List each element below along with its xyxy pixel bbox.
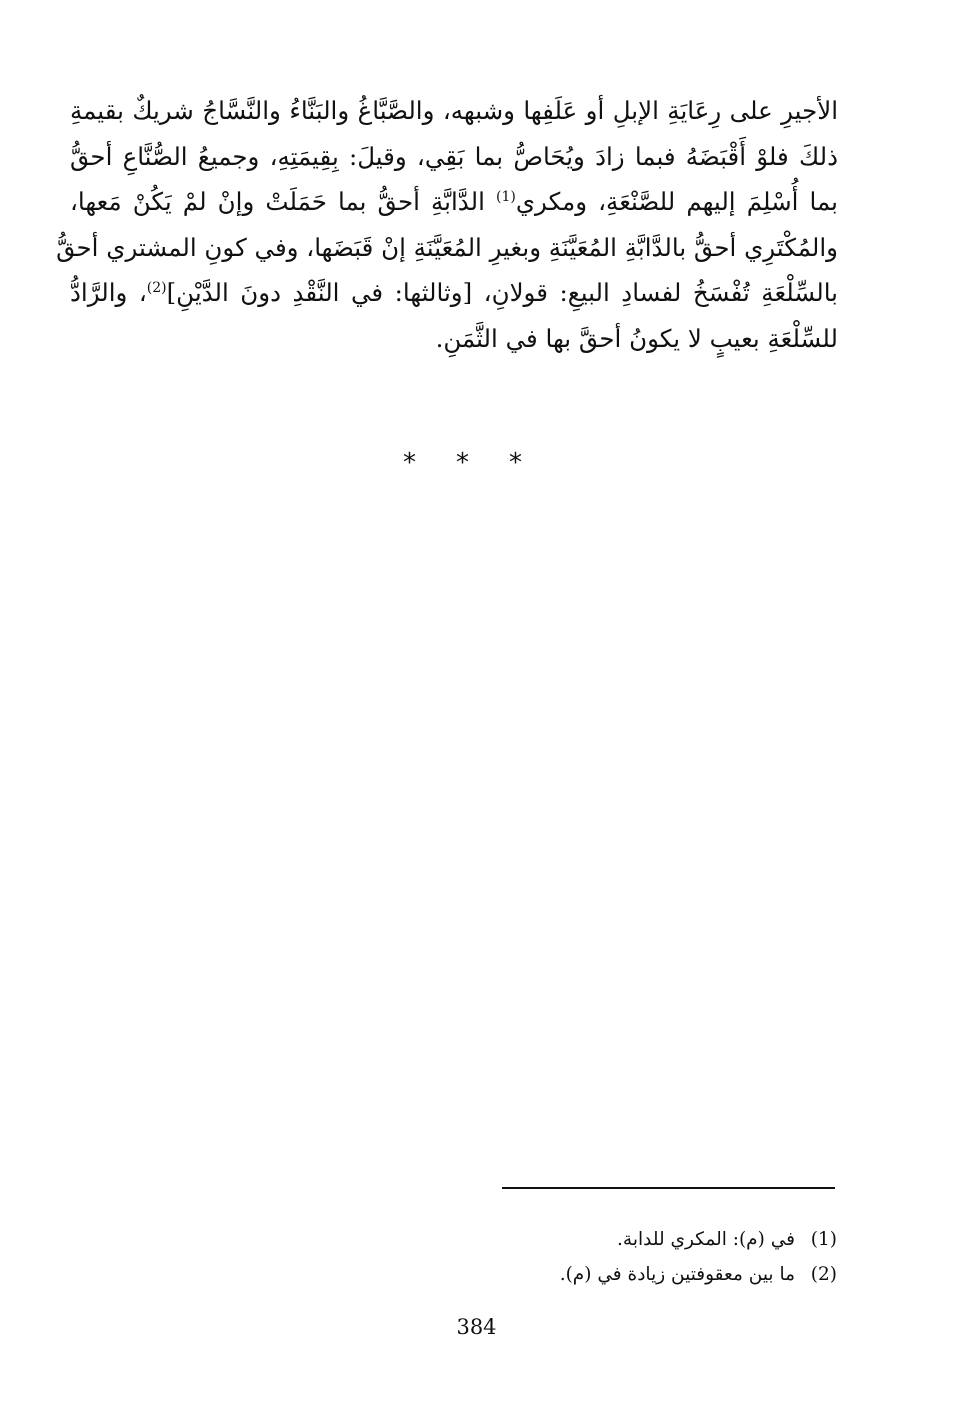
text-line: الأجيرِ على رِعَايَةِ الإبلِ أو عَلَفِها وشبهه، والصَّبَّاغُ والبَنَّاءُ والنَّسَّاجُ شريكٌ بقيمةِ (70, 96, 839, 125)
footnote-divider (502, 1187, 835, 1189)
main-text (56, 88, 839, 361)
footnotes-list (337, 1222, 837, 1292)
text-line (70, 270, 838, 316)
text-line (70, 179, 838, 225)
section-separator (0, 448, 953, 478)
asterisk-icon: * (403, 448, 444, 478)
footnote-ref-2[interactable]: (2) (146, 279, 167, 296)
page-number: 384 (456, 1315, 497, 1339)
footnote-text: ما بين معقوفتين زيادة في (م). (559, 1264, 795, 1285)
text-line: ذلكَ فلوْ أَقْبَضَهُ فبما زادَ ويُحَاصُّ بما بَقِي، وقيلَ: بِقِيمَتِهِ، وجميعُ الصُّنَّاعِ أحقُّ (70, 141, 838, 171)
text-segment: ، والرَّادُّ (70, 278, 147, 307)
text-segment: الدَّابَّةِ أحقُّ بما حَمَلَتْ وإنْ لمْ يَكُنْ مَعها، (70, 187, 497, 216)
text-segment: بالسِّلْعَةِ تُفْسَخُ لفسادِ البيعِ: قولانِ، [وثالثها: في النَّقْدِ دونَ الدَّيْنِ] (166, 278, 838, 307)
footnote-ref-1[interactable]: (1) (496, 188, 516, 205)
asterisk-icon: * (509, 448, 550, 478)
footnote-item (337, 1257, 837, 1292)
asterisk-icon: * (456, 448, 497, 478)
text-line: والمُكْتَرِي أحقُّ بالدَّابَّةِ المُعَيَّنَةِ وبغيرِ المُعَيَّنَةِ إنْ قَبَضَها، وفي كونِ المشتري أحقُّ (56, 232, 838, 262)
footnote-item (337, 1222, 837, 1257)
text-line: للسِّلْعَةِ بعيبٍ لا يكونُ أحقَّ بها في الثَّمَنِ. (435, 323, 838, 353)
text-segment: بما أُسْلِمَ إليهم للصَّنْعَةِ، ومكري (515, 187, 838, 216)
footnote-number: (1) (810, 1229, 837, 1250)
footnote-number: (2) (810, 1264, 837, 1285)
footnote-text: في (م): المكري للدابة. (617, 1229, 795, 1250)
